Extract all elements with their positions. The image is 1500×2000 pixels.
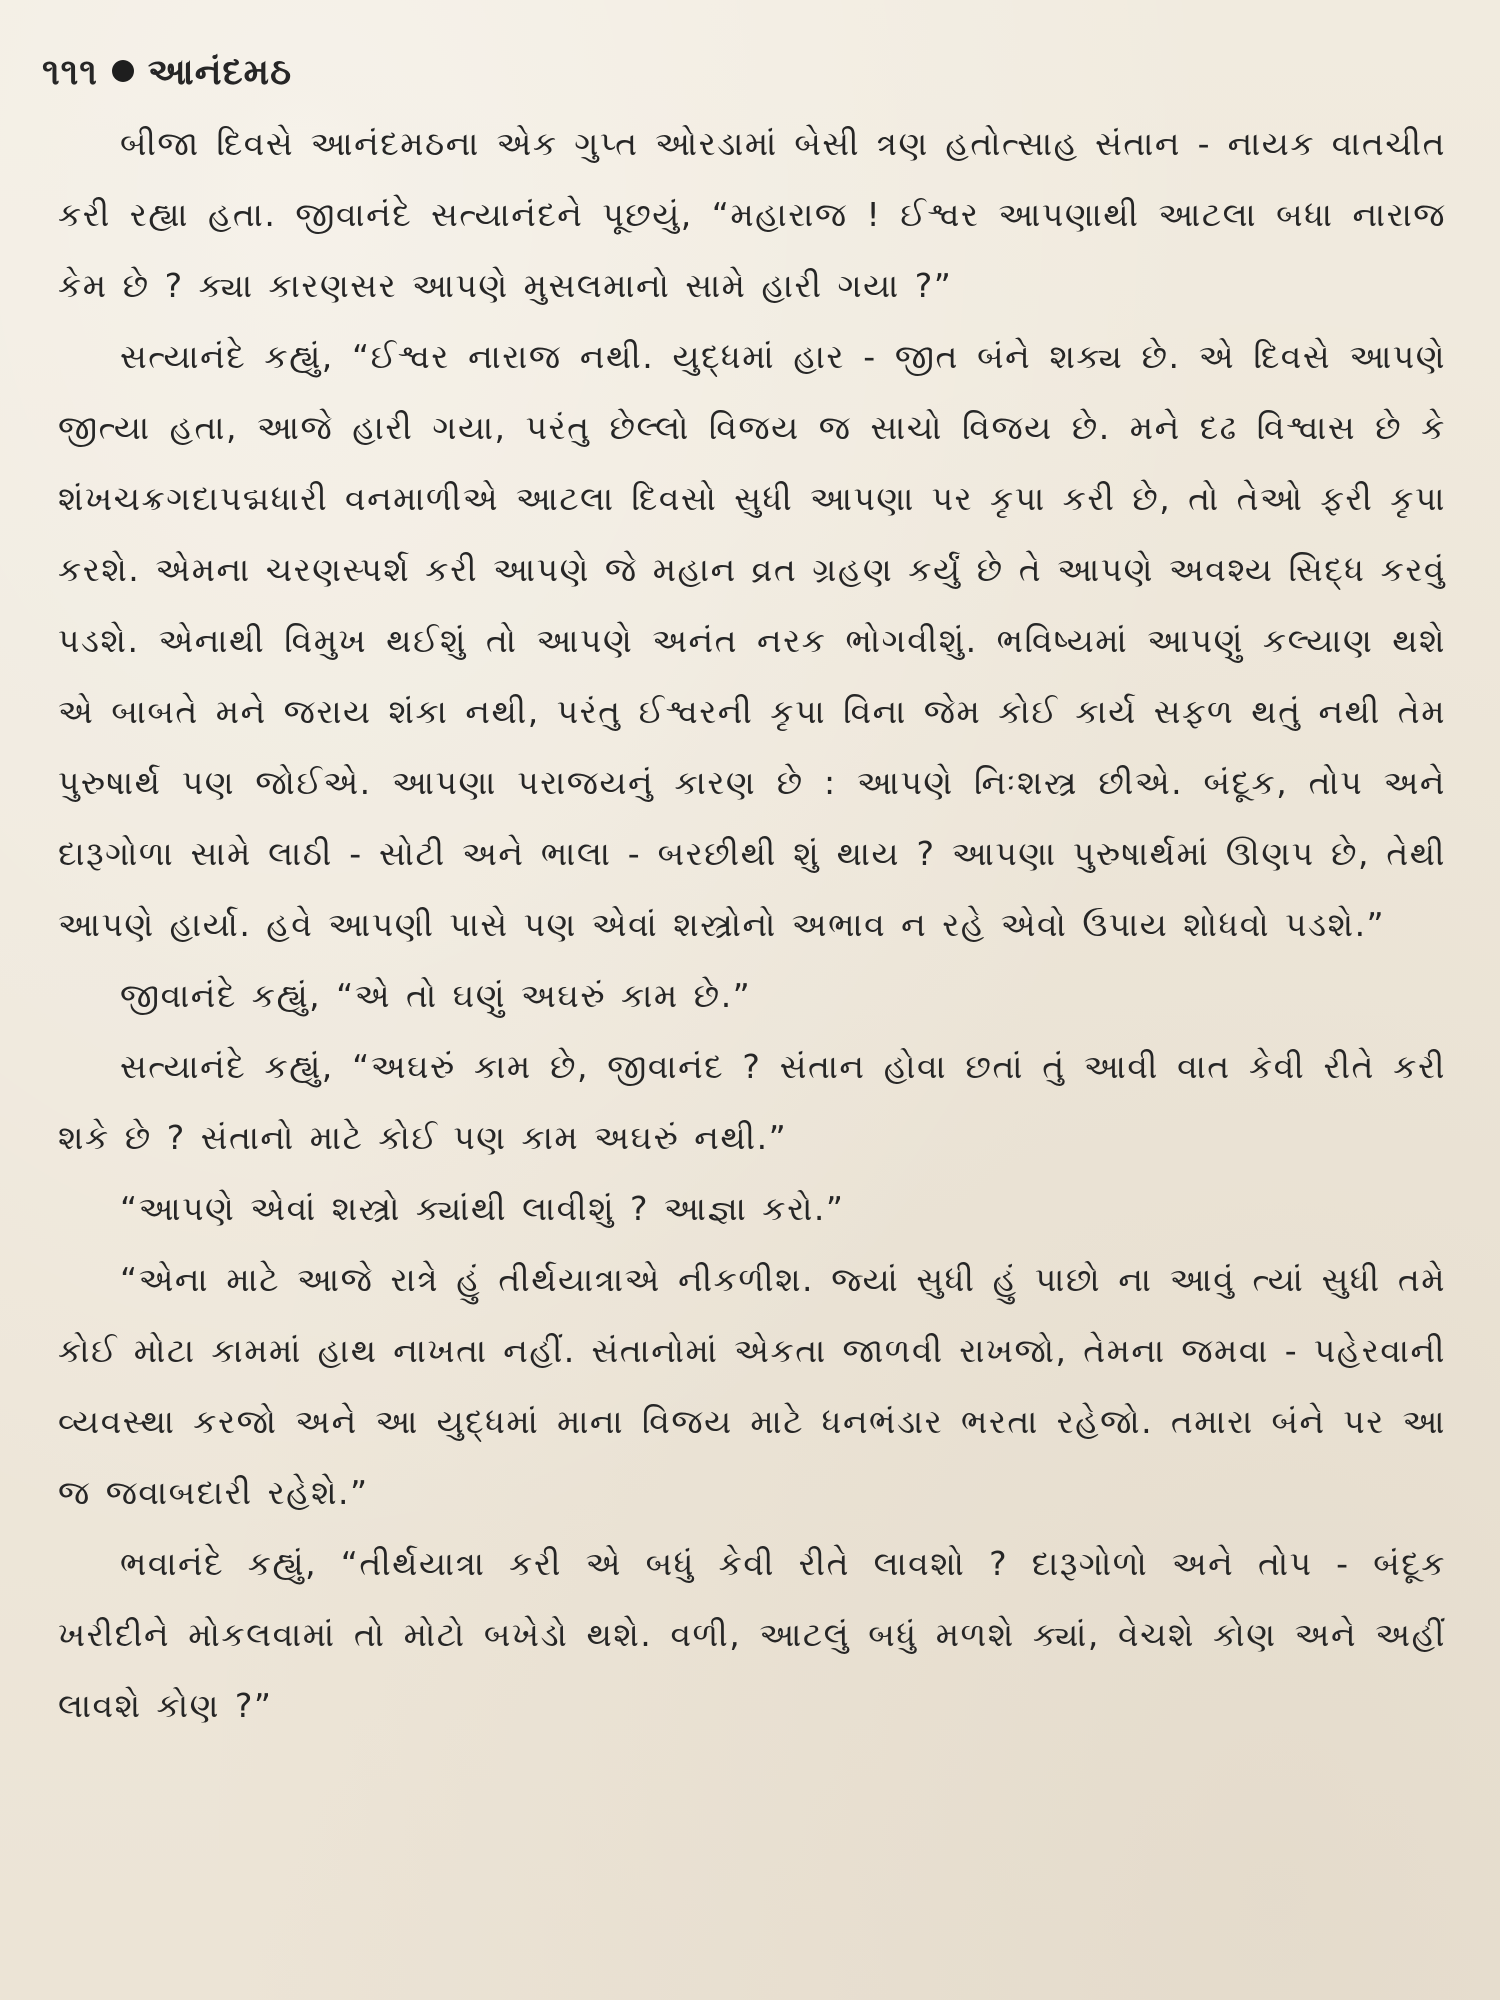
paragraph: સત્યાનંદે કહ્યું, “અઘરું કામ છે, જીવાનંદ ? સંતાન હોવા છતાં તું આવી વાત કેવી રીતે કરી શકે છે ? સંતાનો માટે કોઈ પણ કામ અઘરું નથી.”	[58, 1047, 1446, 1157]
body-text	[58, 108, 1446, 1741]
paragraph: સત્યાનંદે કહ્યું, “ઈશ્વર નારાજ નથી. યુદ્ધમાં હાર - જીત બંને શક્ય છે. એ દિવસે આપણે જીત્યા હતા, આજે હારી ગયા, પરંતુ છેલ્લો વિજય જ સાચો વિજય છે. મને દઢ વિશ્વાસ છે કે શંખચક્રગદાપદ્મધારી વનમાળીએ આટલા દિવસો સુધી આપણા પર કૃપા કરી છે, તો તેઓ ફરી કૃપા કરશે. એમના ચરણસ્પર્શ કરી આપણે જે મહાન વ્રત ગ્રહણ કર્યું છે તે આપણે અવશ્ય સિદ્ધ કરવું પડશે. એનાથી વિમુખ થઈશું તો આપણે અનંત નરક ભોગવીશું. ભવિષ્યમાં આપણું કલ્યાણ થશે એ બાબતે મને જરાય શંકા નથી, પરંતુ ઈશ્વરની કૃપા વિના જેમ કોઈ કાર્ય સફળ થતું નથી તેમ પુરુષાર્થ પણ જોઈએ. આપણા પરાજયનું કારણ છે : આપણે નિઃશસ્ત્ર છીએ. બંદૂક, તોપ અને દારૂગોળા સામે લાઠી - સોટી અને ભાલા - બરછીથી શું થાય ? આપણા પુરુષાર્થમાં ઊણપ છે, તેથી આપણે હાર્યા. હવે આપણી પાસે પણ એવાં શસ્ત્રોનો અભાવ ન રહે એવો ઉપાય શોધવો પડશે.”	[58, 337, 1446, 944]
book-title: આનંદમઠ	[147, 52, 293, 93]
paragraph: “એના માટે આજે રાત્રે હું તીર્થયાત્રાએ નીકળીશ. જ્યાં સુધી હું પાછો ના આવું ત્યાં સુધી તમે કોઈ મોટા કામમાં હાથ નાખતા નહીં. સંતાનોમાં એકતા જાળવી રાખજો, તેમના જમવા - પહેરવાની વ્યવસ્થા કરજો અને આ યુદ્ધમાં માના વિજય માટે ધનભંડાર ભરતા રહેજો. તમારા બંને પર આ જ જવાબદારી રહેશે.”	[58, 1260, 1446, 1512]
paragraph: જીવાનંદે કહ્યું, “એ તો ઘણું અઘરું કામ છે.”	[120, 976, 752, 1015]
paragraph: બીજા દિવસે આનંદમઠના એક ગુપ્ત ઓરડામાં બેસી ત્રણ હતોત્સાહ સંતાન - નાયક વાતચીત કરી રહ્યા હતા. જીવાનંદે સત્યાનંદને પૂછયું, “મહારાજ ! ઈશ્વર આપણાથી આટલા બધા નારાજ કેમ છે ? ક્યા કારણસર આપણે મુસલમાનો સામે હારી ગયા ?”	[58, 124, 1446, 305]
paragraph: “આપણે એવાં શસ્ત્રો ક્યાંથી લાવીશું ? આજ્ઞા કરો.”	[120, 1189, 845, 1228]
running-header	[42, 52, 292, 94]
bullet-icon	[112, 60, 134, 82]
page-number: ૧૧૧	[42, 52, 98, 93]
paragraph: ભવાનંદે કહ્યું, “તીર્થયાત્રા કરી એ બધું કેવી રીતે લાવશો ? દારૂગોળો અને તોપ - બંદૂક ખરીદીને મોકલવામાં તો મોટો બખેડો થશે. વળી, આટલું બધું મળશે ક્યાં, વેચશે કોણ અને અહીં લાવશે કોણ ?”	[58, 1544, 1446, 1725]
